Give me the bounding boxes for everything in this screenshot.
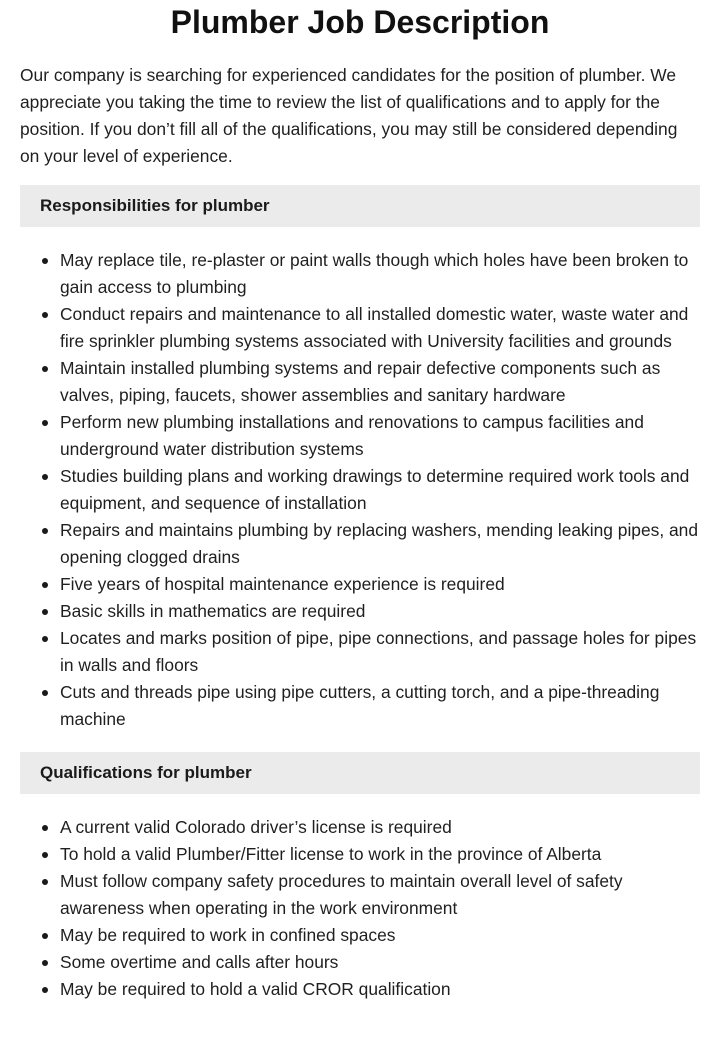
qualification-text: May be required to hold a valid CROR qualification (60, 979, 451, 999)
bullet-icon (42, 879, 48, 885)
qualification-item (60, 976, 700, 1003)
responsibility-text: Maintain installed plumbing systems and repair defective components such as valves, piping, faucets, shower assemblies and sanitary hardware (60, 358, 661, 405)
qualification-text: May be required to work in confined spaces (60, 925, 396, 945)
responsibility-text: Repairs and maintains plumbing by replacing washers, mending leaking pipes, and opening clogged drains (60, 520, 699, 567)
bullet-icon (42, 528, 48, 534)
bullet-icon (42, 312, 48, 318)
qualification-text: To hold a valid Plumber/Fitter license to work in the province of Alberta (60, 844, 602, 864)
responsibility-text: Conduct repairs and maintenance to all installed domestic water, waste water and fire sprinkler plumbing systems associated with University facilities and grounds (60, 304, 689, 351)
responsibility-item (60, 679, 700, 733)
page-title: Plumber Job Description (170, 4, 550, 40)
responsibility-item (60, 301, 700, 355)
intro-paragraph: Our company is searching for experienced candidates for the position of plumber. We appreciate you taking the time to review the list of qualifications and to apply for the position. If you don’t fill all of the qualifications, you may still be considered depending on your level of experience. (20, 65, 678, 166)
bullet-icon (42, 987, 48, 993)
bullet-icon (42, 582, 48, 588)
qualification-text: Some overtime and calls after hours (60, 952, 339, 972)
bullet-icon (42, 258, 48, 264)
qualifications-header: Qualifications for plumber (20, 752, 700, 794)
responsibility-text: Basic skills in mathematics are required (60, 601, 366, 621)
responsibility-text: May replace tile, re-plaster or paint walls though which holes have been broken to gain access to plumbing (60, 250, 689, 297)
bullet-icon (42, 474, 48, 480)
bullet-icon (42, 690, 48, 696)
qualification-text: Must follow company safety procedures to maintain overall level of safety awareness when operating in the work environment (60, 871, 623, 918)
responsibility-item (60, 598, 700, 625)
qualification-item (60, 868, 700, 922)
responsibility-item (60, 247, 700, 301)
qualification-item (60, 814, 700, 841)
responsibilities-header: Responsibilities for plumber (20, 185, 700, 227)
responsibility-item (60, 355, 700, 409)
responsibility-text: Studies building plans and working drawings to determine required work tools and equipment, and sequence of installation (60, 466, 690, 513)
responsibility-item (60, 463, 700, 517)
responsibility-item (60, 517, 700, 571)
bullet-icon (42, 366, 48, 372)
bullet-icon (42, 852, 48, 858)
responsibilities-list (20, 247, 700, 733)
responsibility-text: Five years of hospital maintenance experience is required (60, 574, 505, 594)
responsibility-item (60, 409, 700, 463)
qualification-item (60, 949, 700, 976)
responsibility-item (60, 625, 700, 679)
qualification-text: A current valid Colorado driver’s license is required (60, 817, 452, 837)
bullet-icon (42, 636, 48, 642)
responsibility-text: Cuts and threads pipe using pipe cutters, a cutting torch, and a pipe-threading machine (60, 682, 660, 729)
responsibility-text: Perform new plumbing installations and renovations to campus facilities and underground water distribution systems (60, 412, 644, 459)
bullet-icon (42, 825, 48, 831)
qualifications-list (20, 814, 700, 1003)
bullet-icon (42, 420, 48, 426)
bullet-icon (42, 960, 48, 966)
bullet-icon (42, 933, 48, 939)
bullet-icon (42, 609, 48, 615)
responsibility-item (60, 571, 700, 598)
qualification-item (60, 922, 700, 949)
responsibility-text: Locates and marks position of pipe, pipe connections, and passage holes for pipes in walls and floors (60, 628, 697, 675)
qualification-item (60, 841, 700, 868)
